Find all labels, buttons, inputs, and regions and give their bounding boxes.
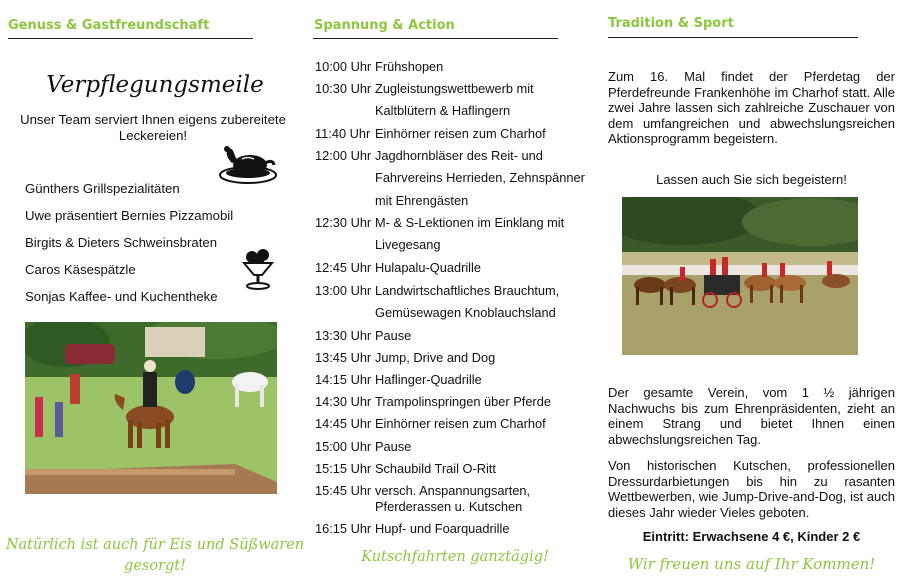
schedule-entry: 15:00 Uhr — [315, 439, 372, 454]
ice-cream-sundae-icon — [241, 247, 275, 291]
intro-paragraph: Zum 16. Mal findet der Pferdetag der Pferdefreunde Frankenhöhe im Charhof statt. Alle zwei Jahre lassen sich zahlreiche Zuschauer von dem umfangreichen und abwechslungsreichen Aktionsprogramm begeistern. — [608, 69, 895, 146]
schedule-row — [315, 394, 551, 409]
schedule-entry: 14:30 Uhr — [315, 394, 372, 409]
cta-text: Lassen auch Sie sich begeistern! — [656, 172, 847, 187]
schedule-entry-text: Haflinger-Quadrille — [375, 372, 482, 387]
schedule-entry-text: Pause — [375, 439, 412, 454]
menu-item: Caros Käsespätzle — [25, 262, 136, 277]
column-2-heading-rule — [313, 38, 558, 39]
schedule-entry: 14:15 Uhr — [315, 372, 372, 387]
schedule-entry-text: M- & S-Lektionen im Einklang mit — [375, 215, 565, 230]
verpflegungsmeile-title: Verpflegungsmeile — [46, 72, 264, 98]
schedule-entry: 12:45 Uhr — [315, 260, 372, 275]
schedule-row — [315, 59, 444, 74]
schedule-row — [315, 126, 546, 141]
riding-arena-photo — [25, 322, 277, 494]
schedule-entry-text: Jump, Drive and Dog — [375, 350, 496, 365]
column-3-heading: Tradition & Sport — [608, 16, 734, 31]
schedule-entry-text: Frühshopen — [375, 59, 444, 74]
schedule-entry: 13:45 Uhr — [315, 350, 372, 365]
schedule-entry: 12:30 Uhr — [315, 215, 372, 230]
menu-item: Uwe präsentiert Bernies Pizzamobil — [25, 208, 234, 223]
schedule-entry: 13:30 Uhr — [315, 328, 372, 343]
catering-intro: Unser Team serviert Ihnen eigens zubereitete Leckereien! — [20, 112, 286, 143]
schedule-entry-text: Hupf- und Foarquadrille — [375, 521, 510, 536]
schedule-entry: 13:00 Uhr — [315, 283, 372, 298]
column-2-heading: Spannung & Action — [314, 18, 455, 33]
schedule-row — [315, 416, 546, 431]
schedule-entry: 15:45 Uhr — [315, 483, 372, 498]
schedule-entry: 12:00 Uhr — [315, 148, 372, 163]
schedule-entry-continuation: Pferderassen u. Kutschen — [375, 498, 523, 514]
column-1-heading-rule — [8, 38, 253, 39]
program-paragraph: Von historischen Kutschen, professionellen Dressurdarbietungen bis hin zu rasanten Wettbewerben, wie Jump-Drive-and-Dog, ist auch dieses Jahr wieder Vieles geboten. — [608, 458, 895, 520]
schedule-entry-continuation: Fahrvereins Herrieden, Zehnspänner — [375, 170, 585, 186]
schedule-entry: 11:40 Uhr — [315, 126, 371, 141]
schedule-row — [315, 483, 531, 498]
sweets-footer: Natürlich ist auch für Eis und Süßwaren gesorgt! — [5, 537, 305, 574]
menu-item: Birgits & Dieters Schweinsbraten — [25, 235, 218, 250]
admission-price: Eintritt: Erwachsene 4 €, Kinder 2 € — [642, 529, 861, 544]
schedule-entry-text: Einhörner reisen zum Charhof — [375, 126, 546, 141]
schedule-row — [315, 328, 412, 343]
schedule-entry-continuation: Kaltblütern & Haflingern — [375, 103, 511, 119]
club-paragraph: Der gesamte Verein, vom 1 ½ jährigen Nachwuchs bis zum Ehrenpräsidenten, zieht an einem Strang und bietet Ihnen einen abwechslungsreichen Tag. — [608, 385, 895, 447]
schedule-row — [315, 215, 565, 230]
welcome-footer: Wir freuen uns auf Ihr Kommen! — [627, 555, 876, 573]
schedule-row — [315, 148, 543, 163]
column-3-heading-rule — [608, 37, 858, 38]
schedule-entry-text: Pause — [375, 328, 412, 343]
schedule-entry-text: Trampolinspringen über Pferde — [375, 394, 551, 409]
schedule-row — [315, 372, 482, 387]
schedule-entry: 10:30 Uhr — [315, 81, 372, 96]
schedule-entry-text: Landwirtschaftliches Brauchtum, — [375, 283, 560, 298]
schedule-row — [315, 461, 496, 476]
schedule-entry-continuation: Livegesang — [375, 237, 441, 253]
schedule-entry: 16:15 Uhr — [315, 521, 372, 536]
carriage-team-photo — [622, 197, 858, 355]
schedule-entry-text: Jagdhornbläser des Reit- und — [375, 148, 543, 163]
schedule-row — [315, 283, 560, 298]
carriage-rides-footer: Kutschfahrten ganztägig! — [361, 549, 549, 565]
schedule-entry-text: Einhörner reisen zum Charhof — [375, 416, 546, 431]
menu-item: Sonjas Kaffee- und Kuchentheke — [25, 289, 218, 304]
menu-item: Günthers Grillspezialitäten — [25, 181, 180, 196]
schedule-entry: 14:45 Uhr — [315, 416, 372, 431]
roast-chicken-icon — [218, 145, 278, 185]
schedule-entry-continuation: Gemüsewagen Knoblauchsland — [375, 305, 556, 321]
schedule-entry-text: Hulapalu-Quadrille — [375, 260, 481, 275]
schedule-entry-text: versch. Anspannungsarten, — [375, 483, 531, 498]
schedule-row — [315, 350, 496, 365]
schedule-entry: 10:00 Uhr — [315, 59, 372, 74]
schedule-row — [315, 81, 534, 96]
column-1-heading: Genuss & Gastfreundschaft — [8, 18, 210, 33]
schedule-entry: 15:15 Uhr — [315, 461, 372, 476]
schedule-row — [315, 260, 481, 275]
schedule-row — [315, 521, 510, 536]
schedule-entry-text: Schaubild Trail O-Ritt — [375, 461, 496, 476]
schedule-row — [315, 439, 412, 454]
schedule-entry-text: Zugleistungswettbewerb mit — [375, 81, 534, 96]
schedule-entry-continuation: mit Ehrengästen — [375, 192, 469, 208]
